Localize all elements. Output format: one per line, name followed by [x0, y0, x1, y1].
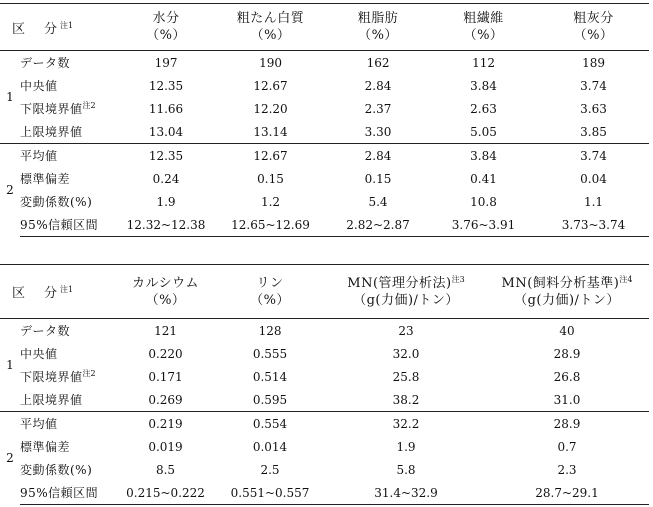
- table-header-row: [0, 265, 649, 319]
- table-cell: 0.04: [580, 171, 607, 186]
- table-cell: 0.014: [252, 439, 288, 454]
- table-row: [0, 74, 649, 97]
- column-header-mn-feed-standard: MN(飼料分析基準)$^{注4}$ （g(力価)/トン）: [485, 265, 649, 319]
- row-label: データ数: [20, 56, 71, 70]
- footnote-mark: 注1: [60, 285, 74, 294]
- table-cell: 10.8: [470, 194, 497, 209]
- table-row: [0, 481, 649, 505]
- table-cell: 31.4~32.9: [327, 481, 485, 505]
- column-header-moisture: 水分 （%）: [118, 4, 214, 51]
- row-label: 中央値: [20, 79, 58, 93]
- table-cell: 0.219: [118, 412, 213, 436]
- row-label: 上限境界値: [20, 393, 83, 407]
- footnote-mark: 注1: [60, 20, 74, 30]
- table-row: [0, 144, 649, 168]
- table-cell: 189: [582, 55, 605, 70]
- table-cell: 5.4: [368, 194, 388, 209]
- table-header-row: [0, 4, 649, 51]
- table-cell: 1.9: [396, 439, 416, 454]
- table-cell: 12.65~12.69: [214, 213, 327, 237]
- footnote-mark: 注3: [451, 274, 465, 284]
- row-label: 標準偏差: [20, 172, 71, 186]
- row-label: 95%信頼区間: [20, 213, 118, 237]
- table-cell: 0.551~0.557: [213, 481, 327, 505]
- table-cell: 0.554: [213, 412, 327, 436]
- table-cell: 2.5: [260, 462, 280, 477]
- group-label: 1: [6, 90, 14, 104]
- table-cell: 0.41: [470, 171, 497, 186]
- row-label: 上限境界値: [20, 125, 83, 139]
- group-label: 2: [0, 412, 20, 505]
- table-cell: 0.220: [148, 346, 183, 361]
- table-cell: 28.9: [485, 412, 649, 436]
- table-cell: 2.3: [557, 462, 577, 477]
- row-label: 中央値: [20, 347, 58, 361]
- table-cell: 12.67: [253, 78, 288, 93]
- table-cell: 128: [258, 323, 282, 338]
- row-label: 下限境界値$^{注2}$: [20, 369, 96, 384]
- table-row: [0, 51, 649, 75]
- footnote-mark: 注2: [82, 101, 96, 110]
- footnote-mark: 注2: [82, 369, 96, 378]
- row-label: データ数: [20, 324, 71, 338]
- table-cell: 0.215~0.222: [118, 481, 213, 505]
- table-cell: 1.1: [583, 194, 604, 209]
- column-header-crude-protein: 粗たん白質 （%）: [214, 4, 327, 51]
- table-row: [0, 213, 649, 237]
- analysis-table-1: [0, 3, 649, 237]
- header-category-label: 区 分$^{注1}$: [0, 265, 118, 319]
- table-cell: 28.7~29.1: [485, 481, 649, 505]
- table-cell: 23: [398, 323, 414, 338]
- table-cell: 2.84: [327, 144, 429, 168]
- row-label: 平均値: [20, 412, 118, 436]
- table-cell: 3.84: [470, 78, 497, 93]
- group-label: 2: [0, 144, 20, 237]
- table-cell: 12.35: [118, 144, 214, 168]
- table-cell: 31.0: [553, 392, 581, 407]
- table-cell: 0.555: [252, 346, 288, 361]
- table-cell: 13.14: [253, 124, 288, 139]
- header-category-label: 区 分$^{注1}$: [0, 4, 118, 51]
- table-cell: 3.85: [580, 124, 607, 139]
- table-cell: 12.20: [253, 101, 288, 116]
- table-row: [0, 435, 649, 458]
- column-header-phosphorus: リン （%）: [213, 265, 327, 319]
- table-row: [0, 97, 649, 120]
- table-cell: 0.019: [148, 439, 183, 454]
- table-cell: 0.24: [152, 171, 180, 186]
- table-cell: 121: [154, 323, 177, 338]
- table-cell: 112: [472, 55, 495, 70]
- table-cell: 2.84: [364, 78, 392, 93]
- row-label: 変動係数(%): [20, 195, 93, 209]
- table-cell: 2.82~2.87: [327, 213, 429, 237]
- group-label: 1: [6, 358, 14, 372]
- column-header-crude-fat: 粗脂肪 （%）: [327, 4, 429, 51]
- table-row: [0, 190, 649, 213]
- table-cell: 2.37: [364, 101, 392, 116]
- table-cell: 28.9: [553, 346, 581, 361]
- table-cell: 25.8: [392, 369, 420, 384]
- table-cell: 8.5: [155, 462, 176, 477]
- row-label: 変動係数(%): [20, 463, 93, 477]
- table-cell: 38.2: [392, 392, 420, 407]
- table-row: [0, 412, 649, 436]
- table-row: [0, 120, 649, 144]
- table-row: [0, 365, 649, 388]
- table-cell: 12.35: [148, 78, 184, 93]
- table-cell: 3.74: [538, 144, 649, 168]
- table-cell: 0.15: [364, 171, 392, 186]
- table-cell: 3.74: [580, 78, 607, 93]
- row-label: 標準偏差: [20, 440, 71, 454]
- row-label: 下限境界値$^{注2}$: [20, 101, 96, 116]
- table-cell: 0.269: [148, 392, 183, 407]
- table-cell: 0.514: [252, 369, 288, 384]
- table-cell: 3.76~3.91: [429, 213, 538, 237]
- table-cell: 26.8: [553, 369, 581, 384]
- table-cell: 12.67: [214, 144, 327, 168]
- table-cell: 162: [366, 55, 390, 70]
- table-cell: 0.595: [252, 392, 288, 407]
- table-row: [0, 388, 649, 412]
- table-cell: 3.84: [429, 144, 538, 168]
- table-cell: 190: [259, 55, 282, 70]
- table-cell: 32.0: [392, 346, 420, 361]
- table-row: [0, 458, 649, 481]
- table-row: [0, 319, 649, 343]
- row-label: 平均値: [20, 144, 118, 168]
- table-cell: 0.171: [148, 369, 183, 384]
- table-cell: 3.73~3.74: [538, 213, 649, 237]
- column-header-crude-fiber: 粗繊維 （%）: [429, 4, 538, 51]
- table-cell: 40: [559, 323, 575, 338]
- table-cell: 5.8: [396, 462, 416, 477]
- table-cell: 1.2: [260, 194, 281, 209]
- table-cell: 3.30: [364, 124, 392, 139]
- row-label: 95%信頼区間: [20, 481, 118, 505]
- analysis-table-2: [0, 264, 649, 505]
- table-cell: 3.63: [580, 101, 607, 116]
- table-cell: 1.9: [156, 194, 176, 209]
- table-cell: 32.2: [327, 412, 485, 436]
- table-row: [0, 342, 649, 365]
- table-cell: 11.66: [148, 101, 184, 116]
- table-cell: 197: [154, 55, 178, 70]
- table-cell: 0.15: [257, 171, 284, 186]
- table-row: [0, 167, 649, 190]
- table-cell: 12.32~12.38: [118, 213, 214, 237]
- table-cell: 13.04: [148, 124, 184, 139]
- footnote-mark: 注4: [619, 274, 633, 284]
- table-cell: 0.7: [557, 439, 577, 454]
- table-cell: 5.05: [470, 124, 497, 139]
- column-header-mn-management-method: MN(管理分析法)$^{注3}$ （g(力価)/トン）: [327, 265, 485, 319]
- column-header-crude-ash: 粗灰分 （%）: [538, 4, 649, 51]
- table-cell: 2.63: [470, 101, 497, 116]
- column-header-calcium: カルシウム （%）: [118, 265, 213, 319]
